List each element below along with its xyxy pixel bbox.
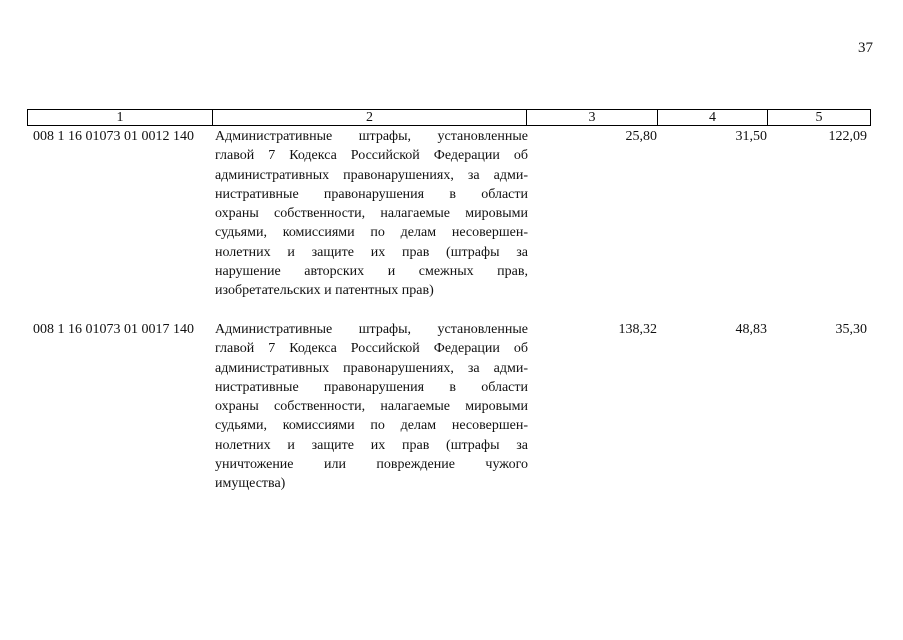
column-header-5: 5 bbox=[768, 110, 871, 126]
budget-code: 008 1 16 01073 01 0012 140 bbox=[33, 129, 194, 144]
description-line: имущества) bbox=[215, 476, 286, 492]
description-line: нолетних и защите их прав (штрафы за bbox=[215, 437, 528, 453]
description-line: нарушение авторских и смежных прав, bbox=[215, 264, 528, 280]
column-header-4: 4 bbox=[658, 110, 768, 126]
value-col-3: 25,80 bbox=[625, 129, 657, 144]
description-line: административных правонарушениях, за адми- bbox=[215, 360, 528, 376]
budget-code: 008 1 16 01073 01 0017 140 bbox=[33, 322, 194, 337]
description-line: главой 7 Кодекса Российской Федерации об bbox=[215, 341, 528, 357]
column-header-1: 1 bbox=[28, 110, 213, 126]
value-col-5: 35,30 bbox=[835, 322, 867, 337]
description-line: изобретательских и патентных прав) bbox=[215, 283, 434, 299]
column-header-row bbox=[28, 110, 871, 126]
column-header-3: 3 bbox=[527, 110, 658, 126]
value-col-4: 31,50 bbox=[735, 129, 767, 144]
row-description bbox=[215, 127, 528, 301]
column-header-2: 2 bbox=[213, 110, 527, 126]
description-line: охраны собственности, налагаемые мировыми bbox=[215, 206, 528, 222]
description-line: главой 7 Кодекса Российской Федерации об bbox=[215, 148, 528, 164]
description-line: уничтожение или повреждение чужого bbox=[215, 457, 528, 473]
description-line: административных правонарушениях, за адми- bbox=[215, 167, 528, 183]
description-line: нолетних и защите их прав (штрафы за bbox=[215, 244, 528, 260]
row-description bbox=[215, 320, 528, 494]
description-line: нистративные правонарушения в области bbox=[215, 379, 528, 395]
value-col-4: 48,83 bbox=[735, 322, 767, 337]
description-line: судьями, комиссиями по делам несовершен- bbox=[215, 225, 528, 241]
page-number: 37 bbox=[858, 40, 873, 56]
value-col-3: 138,32 bbox=[618, 322, 657, 337]
description-line: Административные штрафы, установленные bbox=[215, 129, 528, 144]
value-col-5: 122,09 bbox=[828, 129, 867, 144]
description-line: судьями, комиссиями по делам несовершен- bbox=[215, 418, 528, 434]
description-line: Административные штрафы, установленные bbox=[215, 322, 528, 337]
column-header-table bbox=[27, 109, 871, 126]
description-line: нистративные правонарушения в области bbox=[215, 186, 528, 202]
description-line: охраны собственности, налагаемые мировыми bbox=[215, 399, 528, 415]
